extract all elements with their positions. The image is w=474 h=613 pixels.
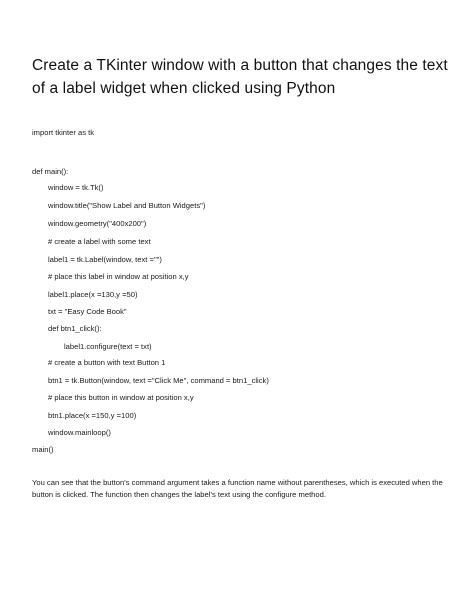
code-line: # place this button in window at position x,y — [48, 393, 194, 402]
code-line: window = tk.Tk() — [48, 183, 104, 192]
page-title: Create a TKinter window with a button that changes the text of a label widget when clicked using Python — [32, 57, 448, 97]
code-line: def btn1_click(): — [48, 324, 102, 333]
code-line: label1 = tk.Label(window, text ="") — [48, 255, 162, 264]
code-line: # create a button with text Button 1 — [48, 358, 166, 367]
code-line: btn1.place(x =150,y =100) — [48, 411, 137, 420]
code-line: label1.configure(text = txt) — [64, 342, 152, 351]
explanation-paragraph: You can see that the button’s command argument takes a function name without parentheses, which is executed when the button is clicked. The function then changes the label’s text using the configure method. — [32, 478, 443, 499]
code-line: # create a label with some text — [48, 237, 151, 246]
code-line: window.title("Show Label and Button Widgets") — [48, 201, 206, 210]
code-line: btn1 = tk.Button(window, text ="Click Me", command = btn1_click) — [48, 376, 269, 385]
code-line: txt = "Easy Code Book" — [48, 307, 127, 316]
code-line: def main(): — [32, 167, 69, 176]
code-line: window.mainloop() — [48, 428, 111, 437]
code-line: # place this label in window at position x,y — [48, 272, 189, 281]
code-line: label1.place(x =130,y =50) — [48, 290, 138, 299]
code-line: import tkinter as tk — [32, 128, 95, 137]
code-line: window.geometry("400x200") — [48, 219, 147, 228]
code-line: main() — [32, 445, 54, 454]
